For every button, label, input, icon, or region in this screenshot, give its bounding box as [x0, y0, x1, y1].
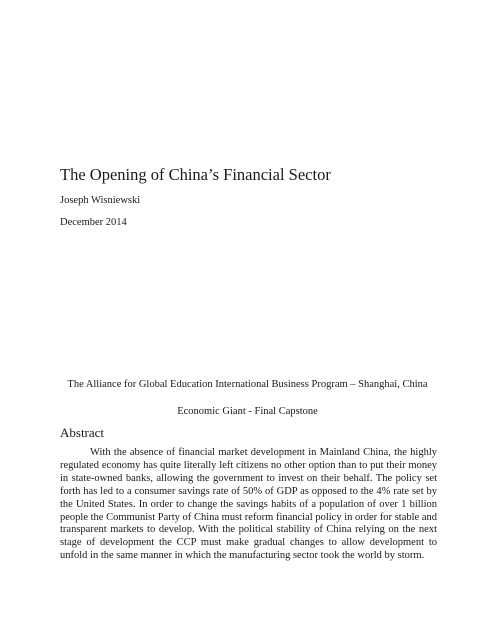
paper-title: The Opening of China’s Financial Sector	[60, 165, 331, 184]
abstract-body: With the absence of financial market development in Mainland China, the highly regulated economy has quite literally left citizens no other option than to put their money in state-owned banks, allowing the government to invest on their behalf. The policy set forth has led to a consumer savings rate of 50% of GDP as opposed to the 4% rate set by the United States. In order to change the savings habits of a population of over 1 billion people the Communist Party of China must reform financial policy in order for stable and transparent markets to develop. With the political stability of China relying on the next stage of development the CCP must make gradual changes to allow development to unfold in the same manner in which the manufacturing sector took the world by storm.	[60, 447, 437, 562]
paper-date: December 2014	[60, 217, 127, 228]
abstract-heading: Abstract	[60, 425, 105, 440]
course-name: Economic Giant - Final Capstone	[177, 406, 318, 417]
program-affiliation: The Alliance for Global Education International Business Program – Shanghai, China	[67, 379, 428, 390]
author-name: Joseph Wisniewski	[60, 195, 141, 206]
